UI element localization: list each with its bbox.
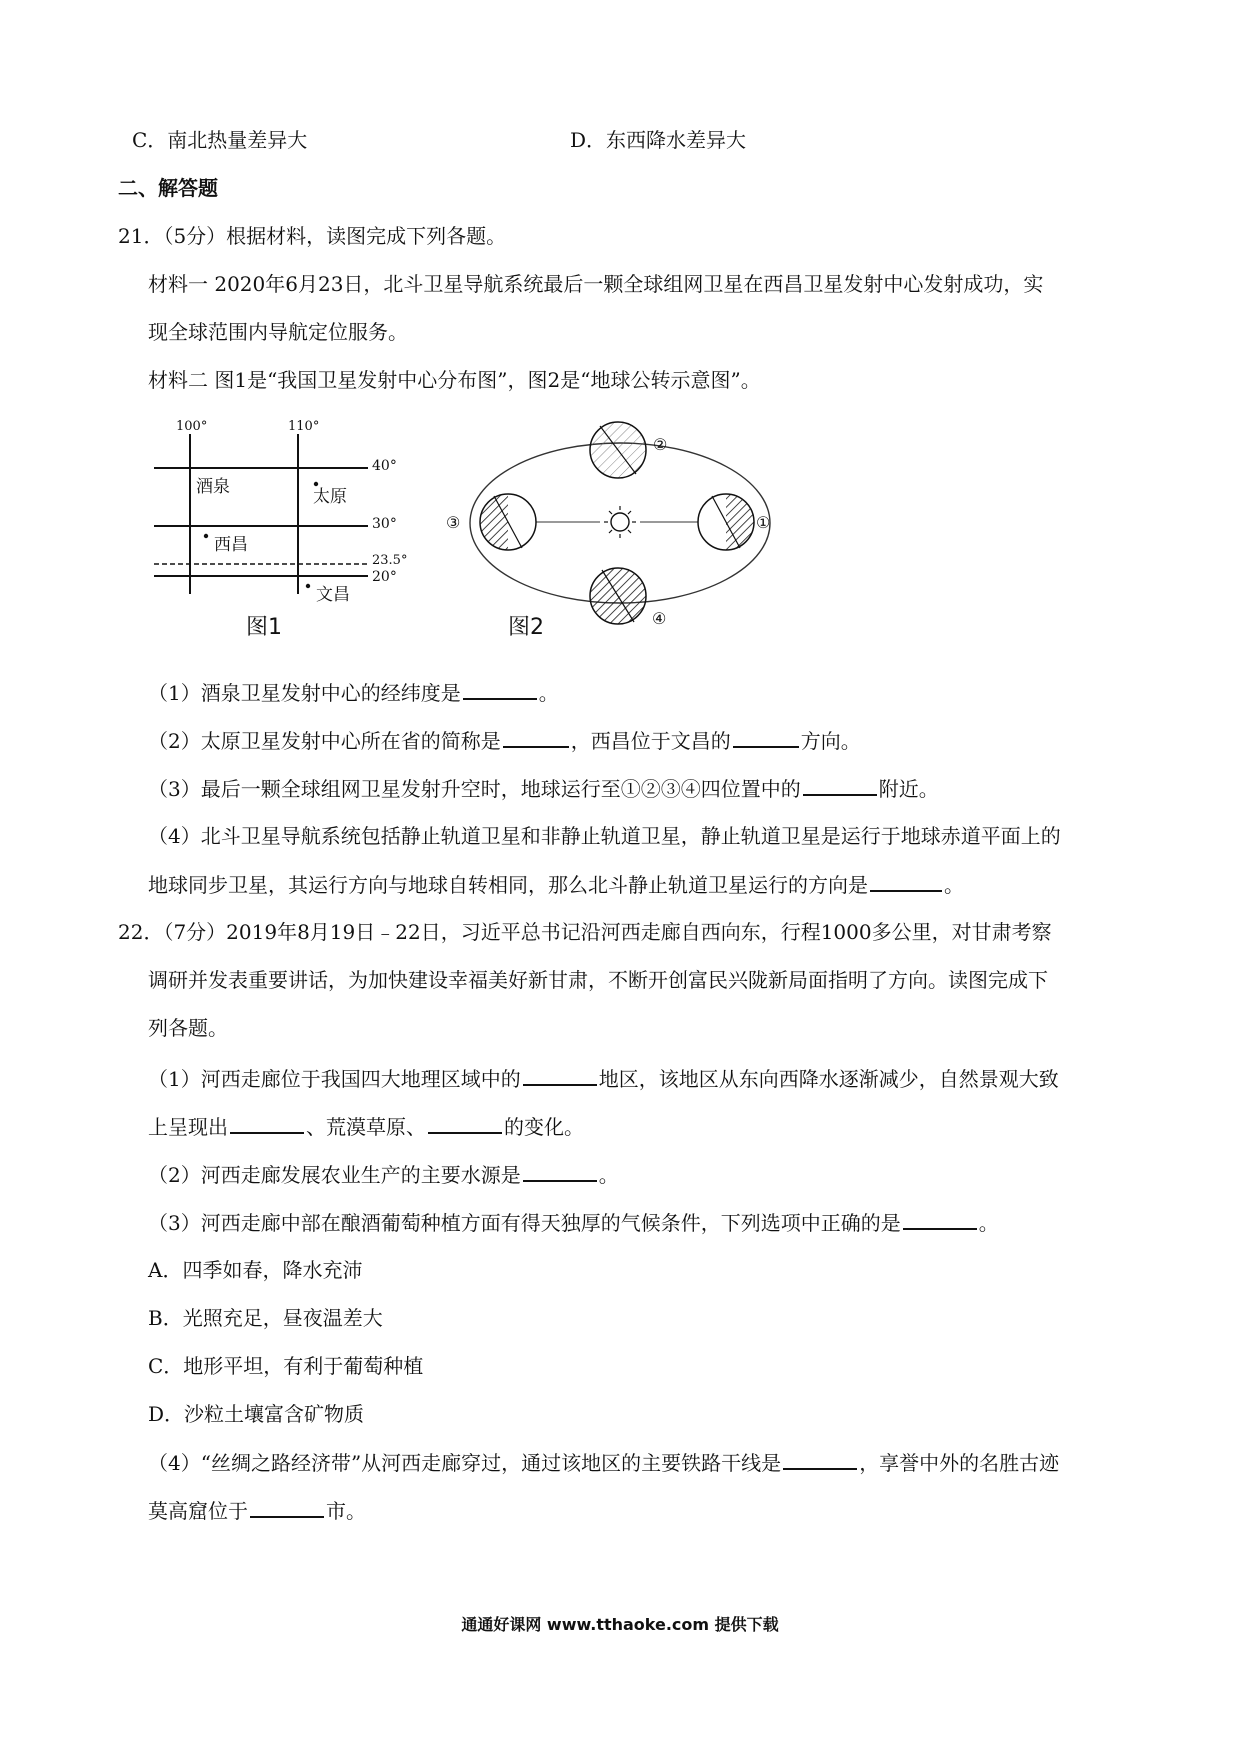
figure2-orbit <box>446 418 790 628</box>
answer-blank[interactable] <box>523 1160 597 1182</box>
lat-label-20: 20° <box>372 569 397 585</box>
place-xichang: 西昌 <box>214 535 248 555</box>
option-c-prev: C．南北热量差异大 <box>132 128 308 152</box>
q22-option-b: B．光照充足，昼夜温差大 <box>148 1306 383 1330</box>
q22-sub1-text-b: 地区，该地区从东向西降水逐渐减少，自然景观大致 <box>598 1067 1059 1091</box>
q22-sub3-text: （3）河西走廊中部在酿酒葡萄种植方面有得天独厚的气候条件，下列选项中正确的是 <box>148 1211 901 1235</box>
q22-sub2-end: 。 <box>598 1163 619 1187</box>
sun-icon <box>604 506 636 538</box>
section-title: 二、解答题 <box>118 176 218 200</box>
answer-blank[interactable] <box>733 726 799 748</box>
figure1-caption: 图1 <box>246 615 282 640</box>
place-dot-wenchang <box>306 584 310 588</box>
q22-option-a: A．四季如春，降水充沛 <box>148 1258 363 1282</box>
page-footer: 通通好课网 www.tthaoke.com 提供下载 <box>461 1615 779 1634</box>
lon-label-100: 100° <box>176 419 208 434</box>
lon-label-110: 110° <box>288 419 320 434</box>
svg-text:③: ③ <box>446 513 461 532</box>
place-taiyuan: 太原 <box>313 487 347 507</box>
answer-blank[interactable] <box>428 1112 502 1134</box>
svg-text:④: ④ <box>652 609 667 628</box>
lat-label-40: 40° <box>372 458 397 474</box>
q22-stem-line3: 列各题。 <box>148 1016 228 1040</box>
svg-text:①: ① <box>756 513 771 532</box>
q21-sub1-end: 。 <box>538 681 559 705</box>
q21-sub3 <box>148 774 939 803</box>
place-wenchang: 文昌 <box>316 585 350 605</box>
lat-label-30: 30° <box>372 516 397 532</box>
q21-sub2 <box>148 726 861 755</box>
q21-sub1-text: （1）酒泉卫星发射中心的经纬度是 <box>148 681 461 705</box>
q22-option-d: D．沙粒土壤富含矿物质 <box>148 1402 365 1426</box>
place-dot-xichang <box>204 534 208 538</box>
q21-sub4-line1: （4）北斗卫星导航系统包括静止轨道卫星和非静止轨道卫星，静止轨道卫星是运行于地球赤道平面上的 <box>148 824 1061 848</box>
q21-stem: 21．（5分）根据材料，读图完成下列各题。 <box>118 224 507 248</box>
q21-sub3-end: 附近。 <box>878 777 939 801</box>
q22-sub4-line2 <box>148 1496 366 1525</box>
q22-stem-line1: 22．（7分）2019年8月19日﹣22日，习近平总书记沿河西走廊自西向东，行程1000多公里，对甘肃考察 <box>118 920 1052 944</box>
place-jiuquan: 酒泉 <box>196 477 230 497</box>
q22-sub1-text-a: （1）河西走廊位于我国四大地理区域中的 <box>148 1067 521 1091</box>
q22-option-c: C．地形平坦，有利于葡萄种植 <box>148 1354 424 1378</box>
answer-blank[interactable] <box>903 1208 977 1230</box>
earth-position-1 <box>698 494 770 550</box>
q21-sub1 <box>148 678 559 707</box>
q21-sub3-text: （3）最后一颗全球组网卫星发射升空时，地球运行至①②③④四位置中的 <box>148 777 801 801</box>
q21-sub4-line2 <box>148 870 964 899</box>
q21-material1-line1: 材料一 2020年6月23日，北斗卫星导航系统最后一颗全球组网卫星在西昌卫星发射中心发射成功，实 <box>148 272 1044 296</box>
answer-blank[interactable] <box>463 678 537 700</box>
figure2-caption: 图2 <box>508 615 544 640</box>
answer-blank[interactable] <box>250 1496 324 1518</box>
q22-sub4-text-c: 莫高窟位于 <box>148 1499 248 1523</box>
earth-position-4 <box>590 568 666 628</box>
q21-sub4-end: 。 <box>944 873 964 897</box>
option-d-prev: D．东西降水差异大 <box>570 128 747 152</box>
q21-material2: 材料二 图1是“我国卫星发射中心分布图”，图2是“地球公转示意图”。 <box>148 368 761 392</box>
q22-sub1-line2 <box>148 1112 584 1141</box>
q22-sub1-text-d: 、荒漠草原、 <box>306 1115 426 1139</box>
q22-sub4-text-d: 市。 <box>326 1499 366 1523</box>
answer-blank[interactable] <box>803 774 877 796</box>
q21-sub2-text-c: 方向。 <box>800 729 861 753</box>
answer-blank[interactable] <box>230 1112 304 1134</box>
q22-stem-line2: 调研并发表重要讲话，为加快建设幸福美好新甘肃，不断开创富民兴陇新局面指明了方向。读图完成下 <box>148 968 1048 992</box>
q22-sub3 <box>148 1208 999 1237</box>
figure1-map <box>150 418 420 608</box>
q22-sub1-line1 <box>148 1064 1059 1093</box>
q22-sub1-text-c: 上呈现出 <box>148 1115 228 1139</box>
answer-blank[interactable] <box>783 1448 857 1470</box>
lat-label-23-5: 23.5° <box>372 553 408 568</box>
q21-sub2-text-b: ，西昌位于文昌的 <box>570 729 731 753</box>
q22-sub3-end: 。 <box>978 1211 999 1235</box>
answer-blank[interactable] <box>503 726 569 748</box>
q22-sub4-text-b: ，享誉中外的名胜古迹 <box>859 1451 1060 1475</box>
place-dot-taiyuan <box>314 482 318 486</box>
q22-sub4-text-a: （4）“丝绸之路经济带”从河西走廊穿过，通过该地区的主要铁路干线是 <box>148 1451 782 1475</box>
q22-sub1-text-e: 的变化。 <box>504 1115 584 1139</box>
svg-text:②: ② <box>653 435 668 454</box>
q21-sub2-text-a: （2）太原卫星发射中心所在省的简称是 <box>148 729 501 753</box>
q21-material1-line2: 现全球范围内导航定位服务。 <box>148 320 408 344</box>
answer-blank[interactable] <box>870 870 942 892</box>
q22-sub2 <box>148 1160 619 1189</box>
earth-position-3 <box>446 494 536 550</box>
q21-sub4-text: 地球同步卫星，其运行方向与地球自转相同，那么北斗静止轨道卫星运行的方向是 <box>148 873 868 897</box>
q22-sub4-line1 <box>148 1448 1059 1477</box>
q22-sub2-text: （2）河西走廊发展农业生产的主要水源是 <box>148 1163 521 1187</box>
earth-position-2 <box>590 422 667 478</box>
answer-blank[interactable] <box>523 1064 597 1086</box>
